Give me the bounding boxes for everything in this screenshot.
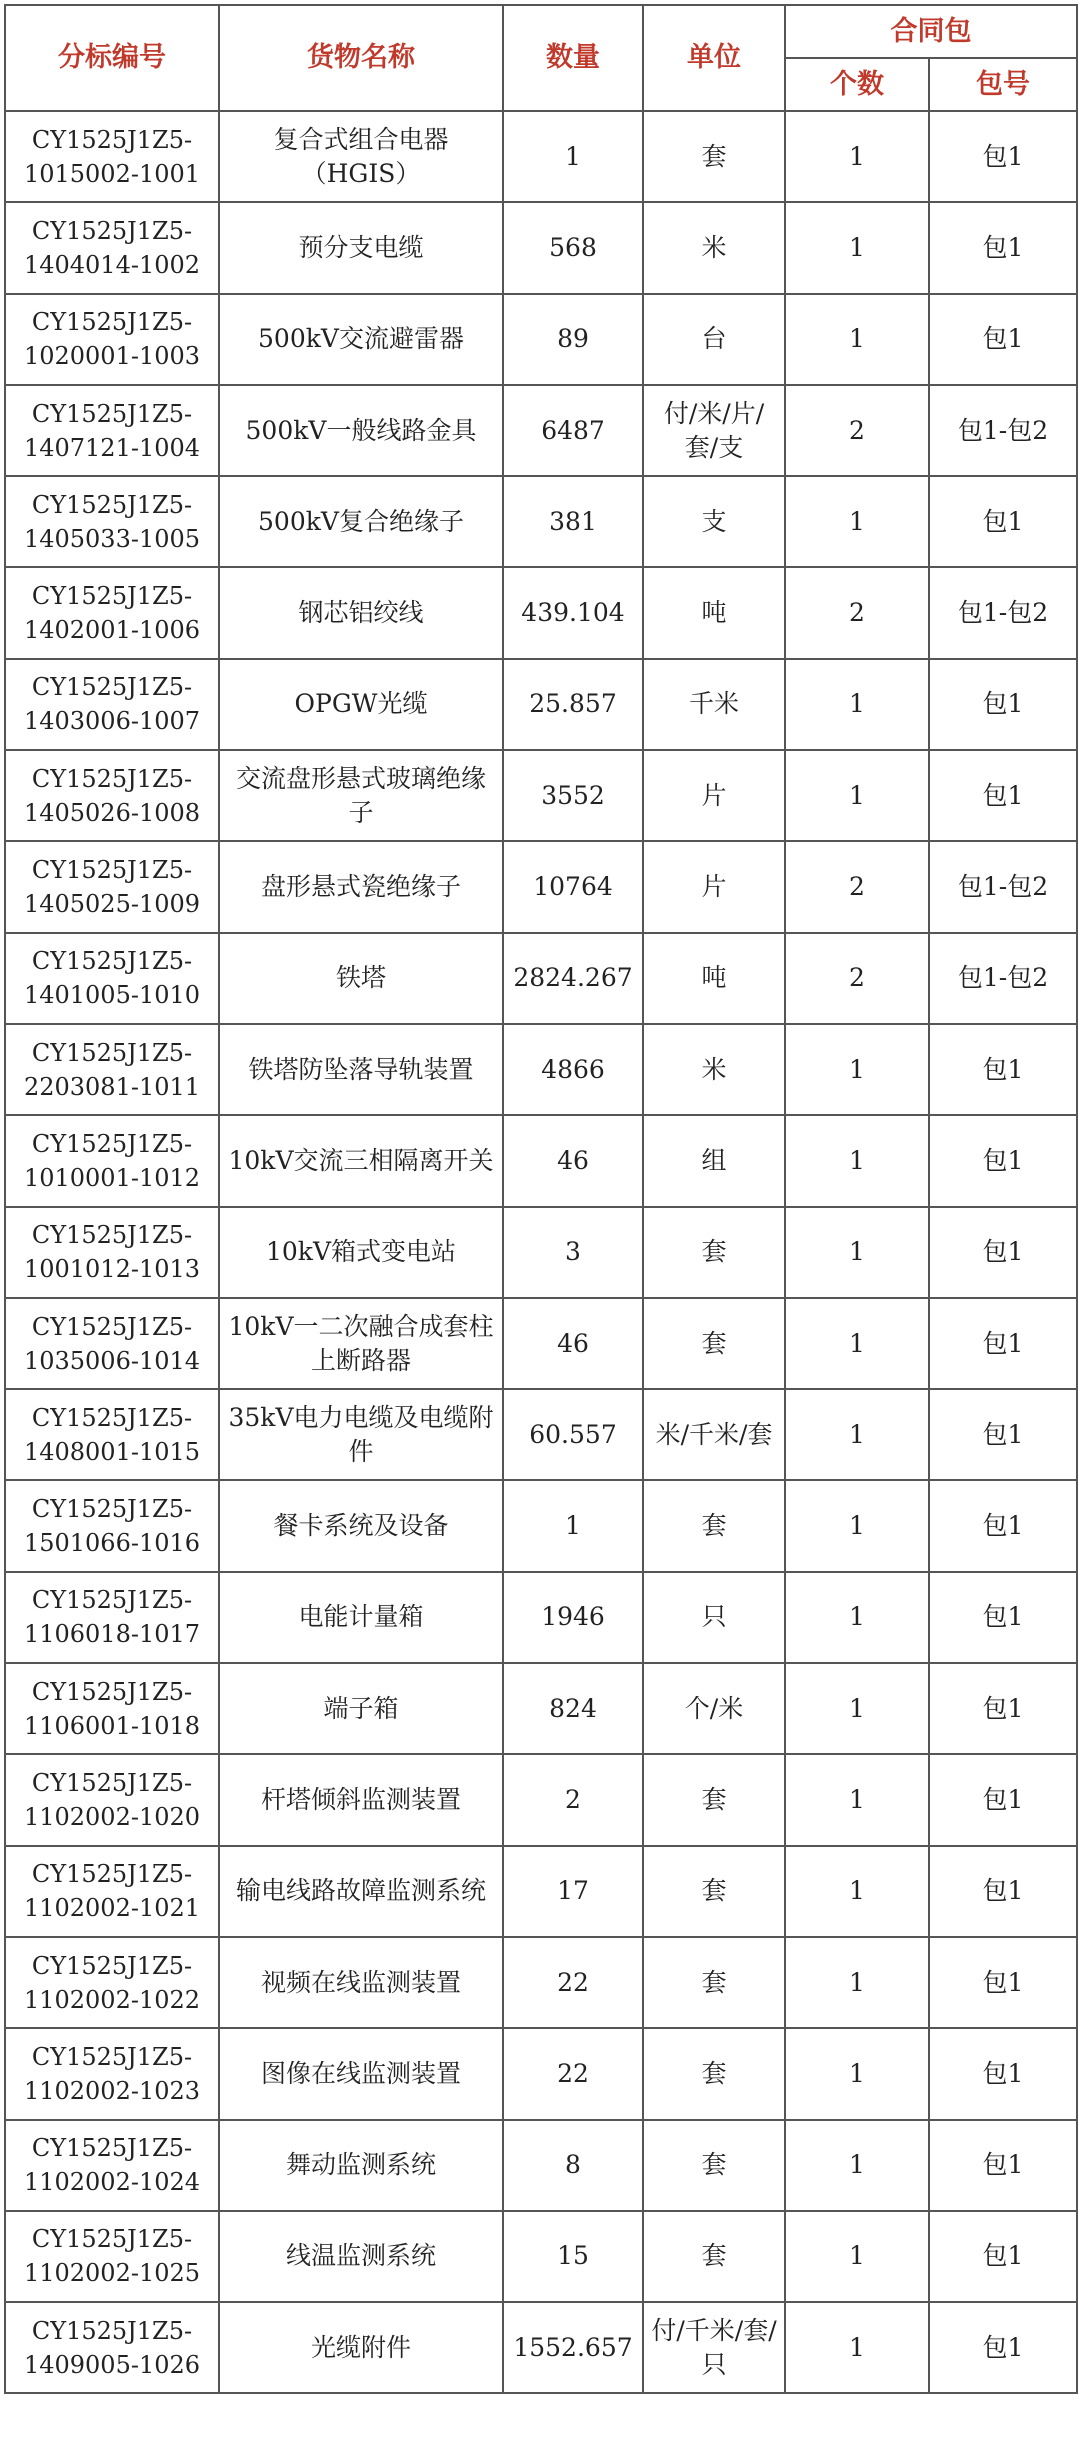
cell-goods-name: 铁塔防坠落导轨装置	[219, 1024, 503, 1115]
cell-goods-name: 餐卡系统及设备	[219, 1480, 503, 1571]
cell-package-number: 包1	[929, 2120, 1077, 2211]
table-row	[5, 659, 1077, 750]
cell-package-number: 包1	[929, 750, 1077, 841]
cell-code: CY1525J1Z5-1402001-1006	[5, 567, 219, 658]
cell-quantity: 1	[503, 111, 643, 202]
cell-code: CY1525J1Z5-1403006-1007	[5, 659, 219, 750]
cell-quantity: 17	[503, 1846, 643, 1937]
cell-package-number: 包1	[929, 1298, 1077, 1389]
cell-code: CY1525J1Z5-1501066-1016	[5, 1480, 219, 1571]
cell-goods-name: 图像在线监测装置	[219, 2028, 503, 2119]
cell-goods-name: OPGW光缆	[219, 659, 503, 750]
cell-package-count: 1	[785, 1207, 929, 1298]
table-row	[5, 2120, 1077, 2211]
cell-code: CY1525J1Z5-1405026-1008	[5, 750, 219, 841]
cell-quantity: 824	[503, 1663, 643, 1754]
cell-quantity: 381	[503, 476, 643, 567]
cell-unit: 片	[643, 750, 785, 841]
table-row	[5, 841, 1077, 932]
cell-package-number: 包1	[929, 1480, 1077, 1571]
cell-code: CY1525J1Z5-1102002-1024	[5, 2120, 219, 2211]
cell-quantity: 1946	[503, 1572, 643, 1663]
cell-quantity: 3552	[503, 750, 643, 841]
header-qty: 数量	[503, 5, 643, 111]
cell-unit: 套	[643, 1480, 785, 1571]
cell-goods-name: 500kV一般线路金具	[219, 385, 503, 476]
header-row-1	[5, 5, 1077, 58]
table-row	[5, 567, 1077, 658]
cell-package-count: 2	[785, 385, 929, 476]
cell-quantity: 22	[503, 2028, 643, 2119]
table-row	[5, 1389, 1077, 1480]
cell-code: CY1525J1Z5-1035006-1014	[5, 1298, 219, 1389]
cell-goods-name: 盘形悬式瓷绝缘子	[219, 841, 503, 932]
table-row	[5, 1115, 1077, 1206]
goods-table-container	[4, 4, 1076, 2394]
cell-code: CY1525J1Z5-1102002-1025	[5, 2211, 219, 2302]
cell-code: CY1525J1Z5-1404014-1002	[5, 202, 219, 293]
cell-goods-name: 500kV复合绝缘子	[219, 476, 503, 567]
cell-package-number: 包1-包2	[929, 933, 1077, 1024]
cell-goods-name: 交流盘形悬式玻璃绝缘子	[219, 750, 503, 841]
cell-unit: 片	[643, 841, 785, 932]
table-row	[5, 111, 1077, 202]
header-count: 个数	[785, 58, 929, 111]
cell-unit: 套	[643, 2028, 785, 2119]
cell-goods-name: 输电线路故障监测系统	[219, 1846, 503, 1937]
cell-unit: 付/千米/套/只	[643, 2302, 785, 2393]
cell-package-count: 1	[785, 1024, 929, 1115]
cell-quantity: 2	[503, 1754, 643, 1845]
cell-unit: 吨	[643, 933, 785, 1024]
cell-code: CY1525J1Z5-1409005-1026	[5, 2302, 219, 2393]
cell-goods-name: 光缆附件	[219, 2302, 503, 2393]
cell-quantity: 25.857	[503, 659, 643, 750]
cell-goods-name: 杆塔倾斜监测装置	[219, 1754, 503, 1845]
table-row	[5, 1846, 1077, 1937]
cell-package-number: 包1	[929, 202, 1077, 293]
cell-quantity: 3	[503, 1207, 643, 1298]
cell-goods-name: 500kV交流避雷器	[219, 294, 503, 385]
cell-code: CY1525J1Z5-1401005-1010	[5, 933, 219, 1024]
cell-goods-name: 铁塔	[219, 933, 503, 1024]
cell-unit: 支	[643, 476, 785, 567]
cell-unit: 套	[643, 2120, 785, 2211]
cell-unit: 套	[643, 1754, 785, 1845]
cell-code: CY1525J1Z5-1405025-1009	[5, 841, 219, 932]
cell-package-count: 1	[785, 2120, 929, 2211]
cell-unit: 只	[643, 1572, 785, 1663]
header-name: 货物名称	[219, 5, 503, 111]
cell-quantity: 46	[503, 1115, 643, 1206]
table-row	[5, 1024, 1077, 1115]
cell-package-count: 1	[785, 1754, 929, 1845]
table-row	[5, 1663, 1077, 1754]
cell-unit: 套	[643, 1846, 785, 1937]
cell-code: CY1525J1Z5-1020001-1003	[5, 294, 219, 385]
table-row	[5, 294, 1077, 385]
cell-code: CY1525J1Z5-1106018-1017	[5, 1572, 219, 1663]
cell-quantity: 1	[503, 1480, 643, 1571]
header-unit: 单位	[643, 5, 785, 111]
cell-unit: 千米	[643, 659, 785, 750]
cell-unit: 米	[643, 1024, 785, 1115]
cell-package-number: 包1	[929, 1389, 1077, 1480]
cell-code: CY1525J1Z5-1405033-1005	[5, 476, 219, 567]
cell-code: CY1525J1Z5-1106001-1018	[5, 1663, 219, 1754]
cell-unit: 组	[643, 1115, 785, 1206]
cell-quantity: 46	[503, 1298, 643, 1389]
cell-code: CY1525J1Z5-1010001-1012	[5, 1115, 219, 1206]
cell-package-number: 包1	[929, 2028, 1077, 2119]
cell-package-count: 1	[785, 1663, 929, 1754]
cell-quantity: 89	[503, 294, 643, 385]
cell-unit: 台	[643, 294, 785, 385]
cell-package-number: 包1	[929, 1115, 1077, 1206]
cell-package-count: 1	[785, 202, 929, 293]
cell-goods-name: 10kV一二次融合成套柱上断路器	[219, 1298, 503, 1389]
cell-code: CY1525J1Z5-1102002-1020	[5, 1754, 219, 1845]
cell-unit: 米/千米/套	[643, 1389, 785, 1480]
cell-goods-name: 35kV电力电缆及电缆附件	[219, 1389, 503, 1480]
cell-code: CY1525J1Z5-1001012-1013	[5, 1207, 219, 1298]
cell-code: CY1525J1Z5-1408001-1015	[5, 1389, 219, 1480]
goods-table	[4, 4, 1078, 2394]
cell-unit: 套	[643, 1937, 785, 2028]
table-row	[5, 750, 1077, 841]
header-contract: 合同包	[785, 5, 1077, 58]
cell-goods-name: 舞动监测系统	[219, 2120, 503, 2211]
cell-package-count: 1	[785, 111, 929, 202]
cell-package-count: 2	[785, 841, 929, 932]
cell-unit: 米	[643, 202, 785, 293]
cell-code: CY1525J1Z5-2203081-1011	[5, 1024, 219, 1115]
cell-package-count: 2	[785, 933, 929, 1024]
table-row	[5, 1480, 1077, 1571]
cell-package-number: 包1	[929, 1846, 1077, 1937]
cell-unit: 套	[643, 111, 785, 202]
cell-goods-name: 视频在线监测装置	[219, 1937, 503, 2028]
cell-unit: 付/米/片/套/支	[643, 385, 785, 476]
table-body	[5, 111, 1077, 2393]
table-row	[5, 1937, 1077, 2028]
cell-quantity: 439.104	[503, 567, 643, 658]
cell-package-number: 包1	[929, 1663, 1077, 1754]
table-row	[5, 2211, 1077, 2302]
cell-unit: 套	[643, 1298, 785, 1389]
table-row	[5, 476, 1077, 567]
cell-package-count: 1	[785, 2028, 929, 2119]
cell-package-count: 1	[785, 1846, 929, 1937]
cell-goods-name: 预分支电缆	[219, 202, 503, 293]
cell-package-count: 1	[785, 2302, 929, 2393]
cell-package-number: 包1	[929, 1937, 1077, 2028]
cell-package-count: 1	[785, 476, 929, 567]
table-row	[5, 385, 1077, 476]
table-row	[5, 2302, 1077, 2393]
cell-package-number: 包1	[929, 294, 1077, 385]
cell-code: CY1525J1Z5-1015002-1001	[5, 111, 219, 202]
cell-package-number: 包1	[929, 659, 1077, 750]
table-row	[5, 202, 1077, 293]
cell-quantity: 10764	[503, 841, 643, 932]
header-pkg: 包号	[929, 58, 1077, 111]
cell-quantity: 60.557	[503, 1389, 643, 1480]
table-row	[5, 1572, 1077, 1663]
cell-goods-name: 10kV箱式变电站	[219, 1207, 503, 1298]
cell-package-number: 包1	[929, 1754, 1077, 1845]
cell-package-number: 包1	[929, 1024, 1077, 1115]
cell-package-count: 1	[785, 294, 929, 385]
table-row	[5, 2028, 1077, 2119]
cell-package-count: 1	[785, 1937, 929, 2028]
cell-package-number: 包1	[929, 111, 1077, 202]
cell-package-number: 包1	[929, 476, 1077, 567]
cell-package-count: 1	[785, 1298, 929, 1389]
cell-package-number: 包1	[929, 2211, 1077, 2302]
cell-quantity: 2824.267	[503, 933, 643, 1024]
cell-package-count: 1	[785, 1572, 929, 1663]
cell-code: CY1525J1Z5-1102002-1021	[5, 1846, 219, 1937]
cell-package-count: 1	[785, 659, 929, 750]
cell-goods-name: 线温监测系统	[219, 2211, 503, 2302]
cell-package-count: 1	[785, 1480, 929, 1571]
cell-unit: 个/米	[643, 1663, 785, 1754]
table-row	[5, 1207, 1077, 1298]
cell-goods-name: 钢芯铝绞线	[219, 567, 503, 658]
cell-package-number: 包1	[929, 1207, 1077, 1298]
cell-package-number: 包1-包2	[929, 841, 1077, 932]
cell-unit: 套	[643, 2211, 785, 2302]
cell-package-count: 1	[785, 1389, 929, 1480]
header-code: 分标编号	[5, 5, 219, 111]
cell-package-count: 2	[785, 567, 929, 658]
table-row	[5, 933, 1077, 1024]
cell-quantity: 15	[503, 2211, 643, 2302]
cell-code: CY1525J1Z5-1102002-1022	[5, 1937, 219, 2028]
cell-quantity: 568	[503, 202, 643, 293]
cell-goods-name: 10kV交流三相隔离开关	[219, 1115, 503, 1206]
cell-code: CY1525J1Z5-1407121-1004	[5, 385, 219, 476]
cell-unit: 吨	[643, 567, 785, 658]
cell-goods-name: 电能计量箱	[219, 1572, 503, 1663]
cell-quantity: 22	[503, 1937, 643, 2028]
cell-code: CY1525J1Z5-1102002-1023	[5, 2028, 219, 2119]
cell-quantity: 4866	[503, 1024, 643, 1115]
table-row	[5, 1298, 1077, 1389]
cell-unit: 套	[643, 1207, 785, 1298]
cell-package-count: 1	[785, 1115, 929, 1206]
cell-package-number: 包1	[929, 2302, 1077, 2393]
cell-goods-name: 复合式组合电器（HGIS）	[219, 111, 503, 202]
cell-package-number: 包1-包2	[929, 385, 1077, 476]
cell-quantity: 8	[503, 2120, 643, 2211]
cell-quantity: 6487	[503, 385, 643, 476]
cell-package-count: 1	[785, 750, 929, 841]
cell-quantity: 1552.657	[503, 2302, 643, 2393]
cell-goods-name: 端子箱	[219, 1663, 503, 1754]
cell-package-number: 包1-包2	[929, 567, 1077, 658]
cell-package-number: 包1	[929, 1572, 1077, 1663]
cell-package-count: 1	[785, 2211, 929, 2302]
table-row	[5, 1754, 1077, 1845]
